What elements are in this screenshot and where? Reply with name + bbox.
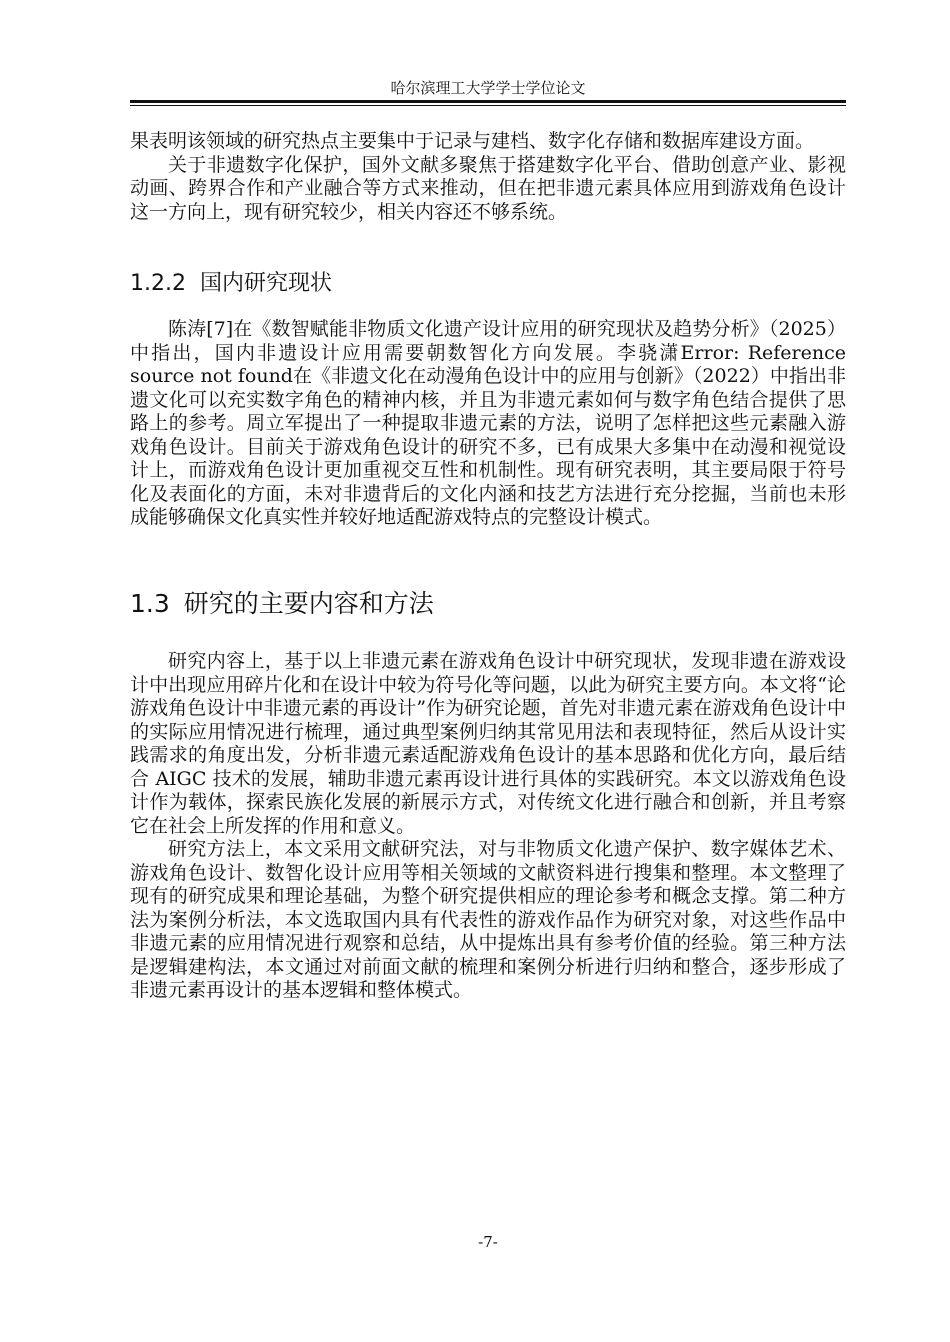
section-number: 1.3 [130,589,170,618]
paragraph-block-1 [130,130,846,224]
section-number: 1.2.2 [130,271,186,296]
paragraph-research-content: 研究内容上，基于以上非遗元素在游戏角色设计中研究现状，发现非遗在游戏设计中出现应用碎片化和在设计中较为符号化等问题，以此为研究主要方向。本文将“论游戏角色设计中非遗元素的再设计”作为研究论题，首先对非遗元素在游戏角色设计中的实际应用情况进行梳理，通过典型案例归纳其常见用法和表现特征，然后从设计实践需求的角度出发，分析非遗元素适配游戏角色设计的基本思路和优化方向，最后结合 AIGC 技术的发展，辅助非遗元素再设计进行具体的实践研究。本文以游戏角色设计作为载体，探索民族化发展的新展示方式，对传统文化进行融合和创新，并且考察它在社会上所发挥的作用和意义。 [130,650,846,837]
header-rule-thin [130,105,846,106]
section-title: 研究的主要内容和方法 [183,589,434,618]
paragraph-domestic-research: 陈涛[7]在《数智赋能非物质文化遗产设计应用的研究现状及趋势分析》（2025）中指出，国内非遗设计应用需要朝数智化方向发展。李骁潇Error: Reference source not found在《非遗文化在动漫角色设计中的应用与创新》（2022）中指出非遗文化可以充实数字角色的精神内核，并且为非遗元素如何与数字角色结合提供了思路上的参考。周立军提出了一种提取非遗元素的方法，说明了怎样把这些元素融入游戏角色设计。目前关于游戏角色设计的研究不多，已有成果大多集中在动漫和视觉设计上，而游戏角色设计更加重视交互性和机制性。现有研究表明，其主要局限于符号化及表面化的方面，未对非遗背后的文化内涵和技艺方法进行充分挖掘，当前也未形成能够确保文化真实性并较好地适配游戏特点的完整设计模式。 [130,318,846,528]
paragraph-block-3 [130,650,846,1003]
running-header: 哈尔滨理工大学学士学位论文 [390,79,586,97]
section-heading-1-2-2 [130,270,332,298]
paragraph-research-methods: 研究方法上，本文采用文献研究法，对与非物质文化遗产保护、数字媒体艺术、游戏角色设计、数智化设计应用等相关领域的文献资料进行搜集和整理。本文整理了现有的研究成果和理论基础，为整个研究提供相应的理论参考和概念支撑。第二种方法为案例分析法，本文选取国内具有代表性的游戏作品作为研究对象，对这些作品中非遗元素的应用情况进行观察和总结，从中提炼出具有参考价值的经验。第三种方法是逻辑建构法，本文通过对前面文献的梳理和案例分析进行归纳和整合，逐步形成了非遗元素再设计的基本逻辑和整体模式。 [130,838,846,1001]
paragraph-block-2 [130,318,846,530]
section-title: 国内研究现状 [199,271,332,296]
section-heading-1-3 [130,588,434,620]
page-number: -7- [478,1233,498,1251]
paragraph-continuation: 果表明该领域的研究热点主要集中于记录与建档、数字化存储和数据库建设方面。 [130,130,815,152]
paragraph-foreign-research: 关于非遗数字化保护，国外文献多聚焦于搭建数字化平台、借助创意产业、影视动画、跨界合作和产业融合等方式来推动，但在把非遗元素具体应用到游戏角色设计这一方向上，现有研究较少，相关内容还不够系统。 [130,153,846,223]
header-rule-thick [130,100,846,103]
